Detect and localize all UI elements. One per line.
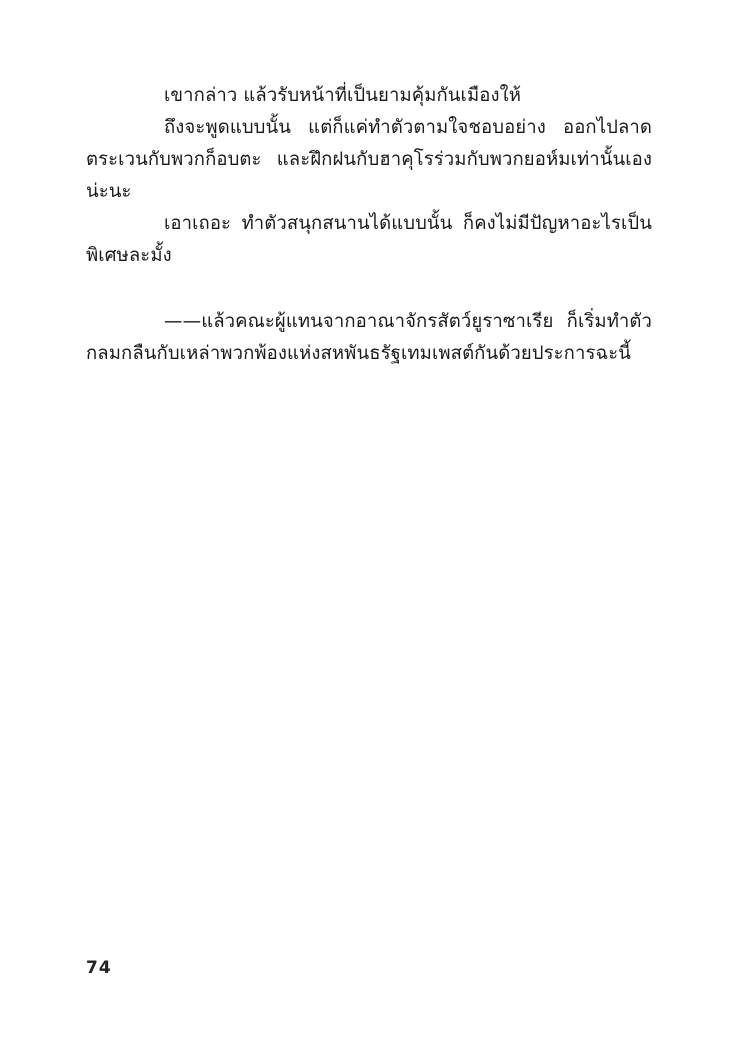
body-text [86, 80, 652, 370]
paragraph-4: ——แล้วคณะผู้แทนจากอาณาจักรสัตว์ยูราซาเรีย ก็เริ่มทำตัวกลมกลืนกับเหล่าพวกพ้องแห่งสหพันธรัฐเทมเพสต์กันด้วยประการฉะนี้ [86, 311, 652, 364]
paragraph-1: เขากล่าว แล้วรับหน้าที่เป็นยามคุ้มกันเมืองให้ [164, 85, 522, 106]
scene-break-space [86, 272, 652, 306]
paragraph-3: เอาเถอะ ทำตัวสนุกสนานได้แบบนั้น ก็คงไม่มีปัญหาอะไรเป็นพิเศษละมั้ง [86, 213, 652, 266]
paragraph-2: ถึงจะพูดแบบนั้น แต่ก็แค่ทำตัวตามใจชอบอย่าง ออกไปลาดตระเวนกับพวกก็อบตะ และฝึกฝนกับฮาคุโรร่วมกับพวกยอห์มเท่านั้นเองน่ะนะ [86, 117, 652, 202]
page-number: 74 [86, 958, 112, 978]
